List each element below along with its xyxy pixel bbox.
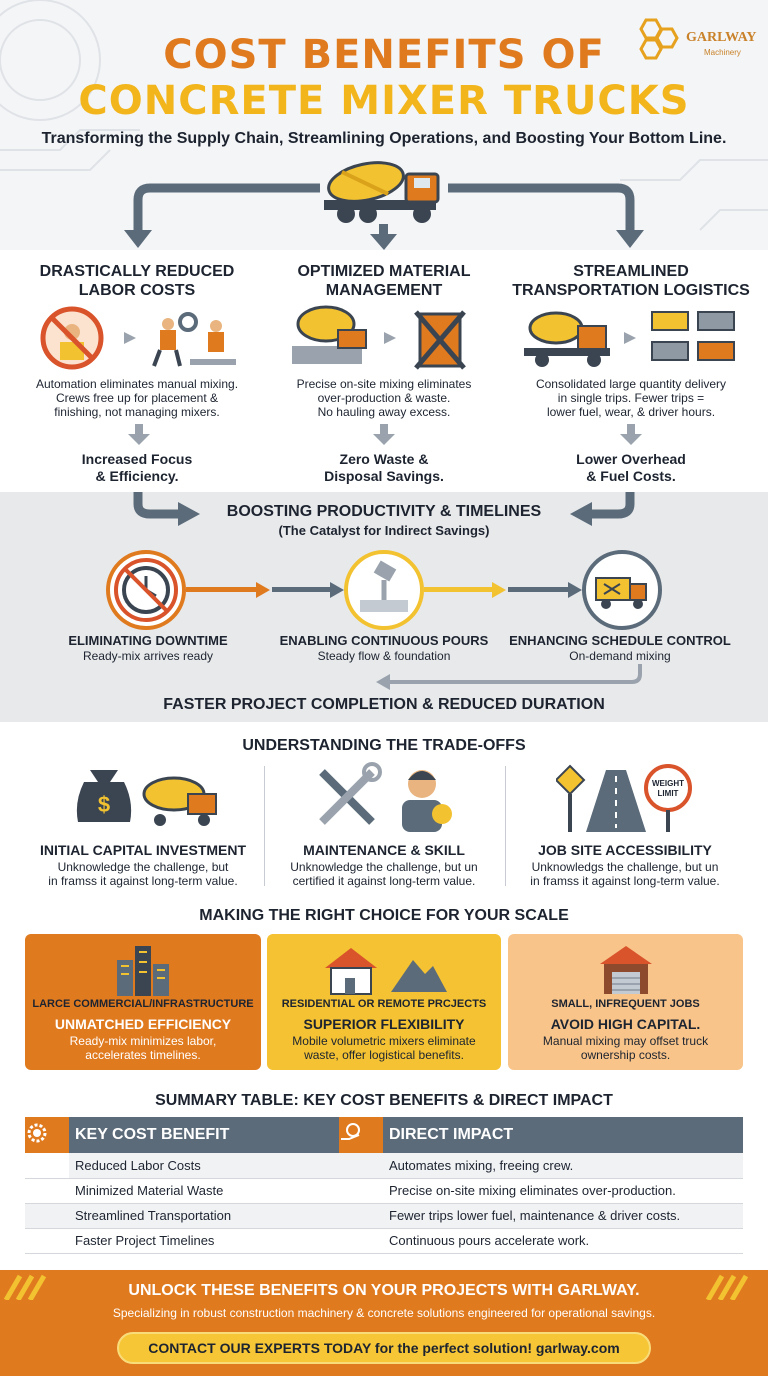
svg-text:$: $ — [97, 792, 111, 817]
benefit-header-icon-cell — [25, 1117, 69, 1153]
subtitle: Transforming the Supply Chain, Streamlining Operations, and Boosting Your Bottom Line. — [41, 130, 727, 147]
text-line: Unknowledge the challenge, but — [57, 860, 229, 874]
text-line: Automation eliminates manual mixing. — [35, 377, 239, 391]
truck-icon — [520, 306, 742, 370]
step-name: ENABLING CONTINUOUS POURS — [279, 633, 489, 648]
tradeoff-name: JOB SITE ACCESSIBILITY — [538, 842, 712, 858]
tradeoff-name: INITIAL CAPITAL INVESTMENT — [39, 842, 247, 858]
tradeoff-text — [259, 860, 509, 888]
card-text — [508, 1034, 743, 1062]
tradeoff-text — [500, 860, 750, 888]
scale-title: MAKING THE RIGHT CHOICE FOR YOUR SCALE — [199, 907, 569, 924]
title-line-2: CONCRETE MIXER TRUCKS — [78, 78, 690, 124]
text-line: in framss it against long-term value. — [530, 874, 720, 888]
row-benefit: Reduced Labor Costs — [69, 1153, 339, 1178]
card-headline: SUPERIOR FLEXIBILITY — [303, 1016, 465, 1032]
benefit-heading — [506, 262, 756, 300]
heading-line: LABOR COSTS — [78, 282, 196, 299]
text-line: Unknowledge the challenge, but un — [290, 860, 478, 874]
money-bag-icon — [64, 762, 224, 834]
impact-header-icon-cell — [339, 1117, 383, 1153]
step-circle — [106, 550, 186, 630]
text-line: certified it against long-term value. — [292, 874, 476, 888]
col-header-impact: DIRECT IMPACT — [383, 1117, 743, 1153]
down-arrow-icon — [620, 424, 642, 446]
tradeoff-text — [18, 860, 268, 888]
footer-headline: UNLOCK THESE BENEFITS ON YOUR PROJECTS WITH GARLWAY. — [128, 1282, 640, 1299]
text-line: lower fuel, wear, & driver hours. — [546, 405, 716, 419]
row-spacer — [25, 1153, 69, 1178]
step-name: ENHANCING SCHEDULE CONTROL — [509, 633, 731, 648]
table-row — [25, 1203, 743, 1228]
text-line: waste, offer logistical benefits. — [304, 1048, 464, 1062]
text-line: Unknowledgs the challenge, but un — [531, 860, 719, 874]
card-category: LARCE COMMERCIAL/INFRASTRUCTURE — [32, 998, 254, 1010]
garlway-logo[interactable] — [632, 16, 758, 64]
text-line: Crews free up for placement & — [55, 391, 219, 405]
row-benefit: Streamlined Transportation — [69, 1203, 339, 1228]
result-line: & Efficiency. — [95, 468, 179, 484]
scale-card-small — [508, 934, 743, 1070]
col-header-benefit: KEY COST BENEFIT — [69, 1117, 339, 1153]
table-row — [25, 1178, 743, 1203]
summary-title: SUMMARY TABLE: KEY COST BENEFITS & DIRECT IMPACT — [155, 1092, 613, 1109]
text-line: accelerates timelines. — [85, 1048, 201, 1062]
row-impact: Precise on-site mixing eliminates over-production. — [383, 1178, 743, 1203]
scale-card-large — [25, 934, 261, 1070]
pour-icon — [348, 554, 420, 626]
card-headline: AVOID HIGH CAPITAL. — [550, 1016, 701, 1032]
row-spacer — [25, 1228, 69, 1253]
heading-line: MANAGEMENT — [325, 282, 443, 299]
text-line: ownership costs. — [580, 1048, 671, 1062]
sign-line: LIMIT — [657, 789, 679, 798]
heading-line: OPTIMIZED MATERIAL — [297, 263, 471, 280]
step-circle — [344, 550, 424, 630]
delivery-truck-icon — [586, 554, 658, 626]
table-header-row — [25, 1117, 743, 1153]
down-arrow-icon — [373, 424, 395, 446]
text-line: in framss it against long-term value. — [48, 874, 238, 888]
benefit-text — [259, 377, 509, 419]
summary-table — [25, 1117, 743, 1254]
final-result: FASTER PROJECT COMPLETION & REDUCED DURATION — [163, 696, 605, 713]
table-row — [25, 1228, 743, 1253]
text-line: finishing, not managing mixers. — [54, 405, 220, 419]
hand-coin-icon — [339, 1121, 363, 1145]
benefit-text — [506, 377, 756, 419]
hexagon-logo-icon — [632, 16, 686, 64]
result-line: Disposal Savings. — [324, 468, 444, 484]
row-spacer — [25, 1178, 69, 1203]
result-line: & Fuel Costs. — [586, 468, 676, 484]
text-line: Ready-mix minimizes labor, — [69, 1034, 217, 1048]
result-line: Lower Overhead — [576, 451, 686, 467]
card-text — [25, 1034, 261, 1062]
text-line: Mobile volumetric mixers eliminate — [292, 1034, 476, 1048]
tools-icon — [312, 762, 462, 834]
heading-line: STREAMLINED — [573, 263, 689, 280]
row-spacer — [339, 1153, 383, 1178]
step-sub: Steady flow & foundation — [317, 649, 451, 663]
table-row — [25, 1153, 743, 1178]
row-impact: Fewer trips lower fuel, maintenance & driver costs. — [383, 1203, 743, 1228]
text-line: Consolidated large quantity delivery — [535, 377, 727, 391]
scale-card-residential — [267, 934, 501, 1070]
row-impact: Continuous pours accelerate work. — [383, 1228, 743, 1253]
card-category: RESIDENTIAL OR REMOTE PRCJECTS — [281, 998, 487, 1010]
row-impact: Automates mixing, freeing crew. — [383, 1153, 743, 1178]
card-category: SMALL, INFREQUENT JOBS — [551, 998, 700, 1010]
row-spacer — [339, 1203, 383, 1228]
garage-icon — [598, 942, 654, 996]
title-line-1: COST BENEFITS OF — [163, 32, 605, 78]
row-benefit: Minimized Material Waste — [69, 1178, 339, 1203]
row-benefit: Faster Project Timelines — [69, 1228, 339, 1253]
gear-dollar-icon — [25, 1121, 49, 1145]
logo-sub: Machinery — [704, 48, 741, 57]
text-line: No hauling away excess. — [317, 405, 451, 419]
mixer-truck-icon — [322, 158, 446, 226]
return-arrow — [370, 664, 648, 694]
benefit-result — [506, 451, 756, 485]
text-line: Manual mixing may offset truck — [542, 1034, 709, 1048]
benefit-text — [12, 377, 262, 419]
mixer-icon — [290, 300, 480, 372]
footer-text: Specializing in robust construction machinery & concrete solutions engineered for operational savings. — [112, 1306, 656, 1320]
row-spacer — [339, 1178, 383, 1203]
contact-experts-button[interactable]: CONTACT OUR EXPERTS TODAY for the perfect solution! garlway.com — [117, 1332, 651, 1364]
heading-line: TRANSPORTATION LOGISTICS — [512, 282, 750, 299]
benefit-result — [259, 451, 509, 485]
result-line: Increased Focus — [81, 451, 193, 467]
card-text — [267, 1034, 501, 1062]
weight-limit-sign — [646, 779, 690, 799]
step-name: ELIMINATING DOWNTIME — [68, 633, 228, 648]
row-spacer — [25, 1203, 69, 1228]
step-sub: On-demand mixing — [569, 649, 671, 663]
buildings-icon — [113, 942, 173, 996]
logo-name: GARLWAY — [686, 30, 757, 45]
tradeoffs-title: UNDERSTANDING THE TRADE-OFFS — [242, 737, 526, 754]
benefit-result — [12, 451, 262, 485]
text-line: over-production & waste. — [317, 391, 451, 405]
step-sub: Ready-mix arrives ready — [82, 649, 214, 663]
down-arrow-icon — [128, 424, 150, 446]
heading-line: DRASTICALLY REDUCED — [39, 263, 235, 280]
row-spacer — [339, 1228, 383, 1253]
worker-icon — [40, 306, 240, 370]
step-circle — [582, 550, 662, 630]
benefit-heading — [12, 262, 262, 300]
benefit-heading — [259, 262, 509, 300]
result-line: Zero Waste & — [339, 451, 429, 467]
text-line: in single trips. Fewer trips = — [557, 391, 705, 405]
productivity-subtitle: (The Catalyst for Indirect Savings) — [278, 523, 490, 538]
text-line: Precise on-site mixing eliminates — [296, 377, 472, 391]
tradeoff-name: MAINTENANCE & SKILL — [303, 842, 465, 858]
productivity-title: BOOSTING PRODUCTIVITY & TIMELINES — [226, 503, 542, 520]
card-headline: UNMATCHED EFFICIENCY — [54, 1016, 232, 1032]
house-mountain-icon — [321, 942, 447, 996]
no-clock-icon — [110, 554, 182, 626]
sign-line: WEIGHT — [652, 779, 684, 788]
